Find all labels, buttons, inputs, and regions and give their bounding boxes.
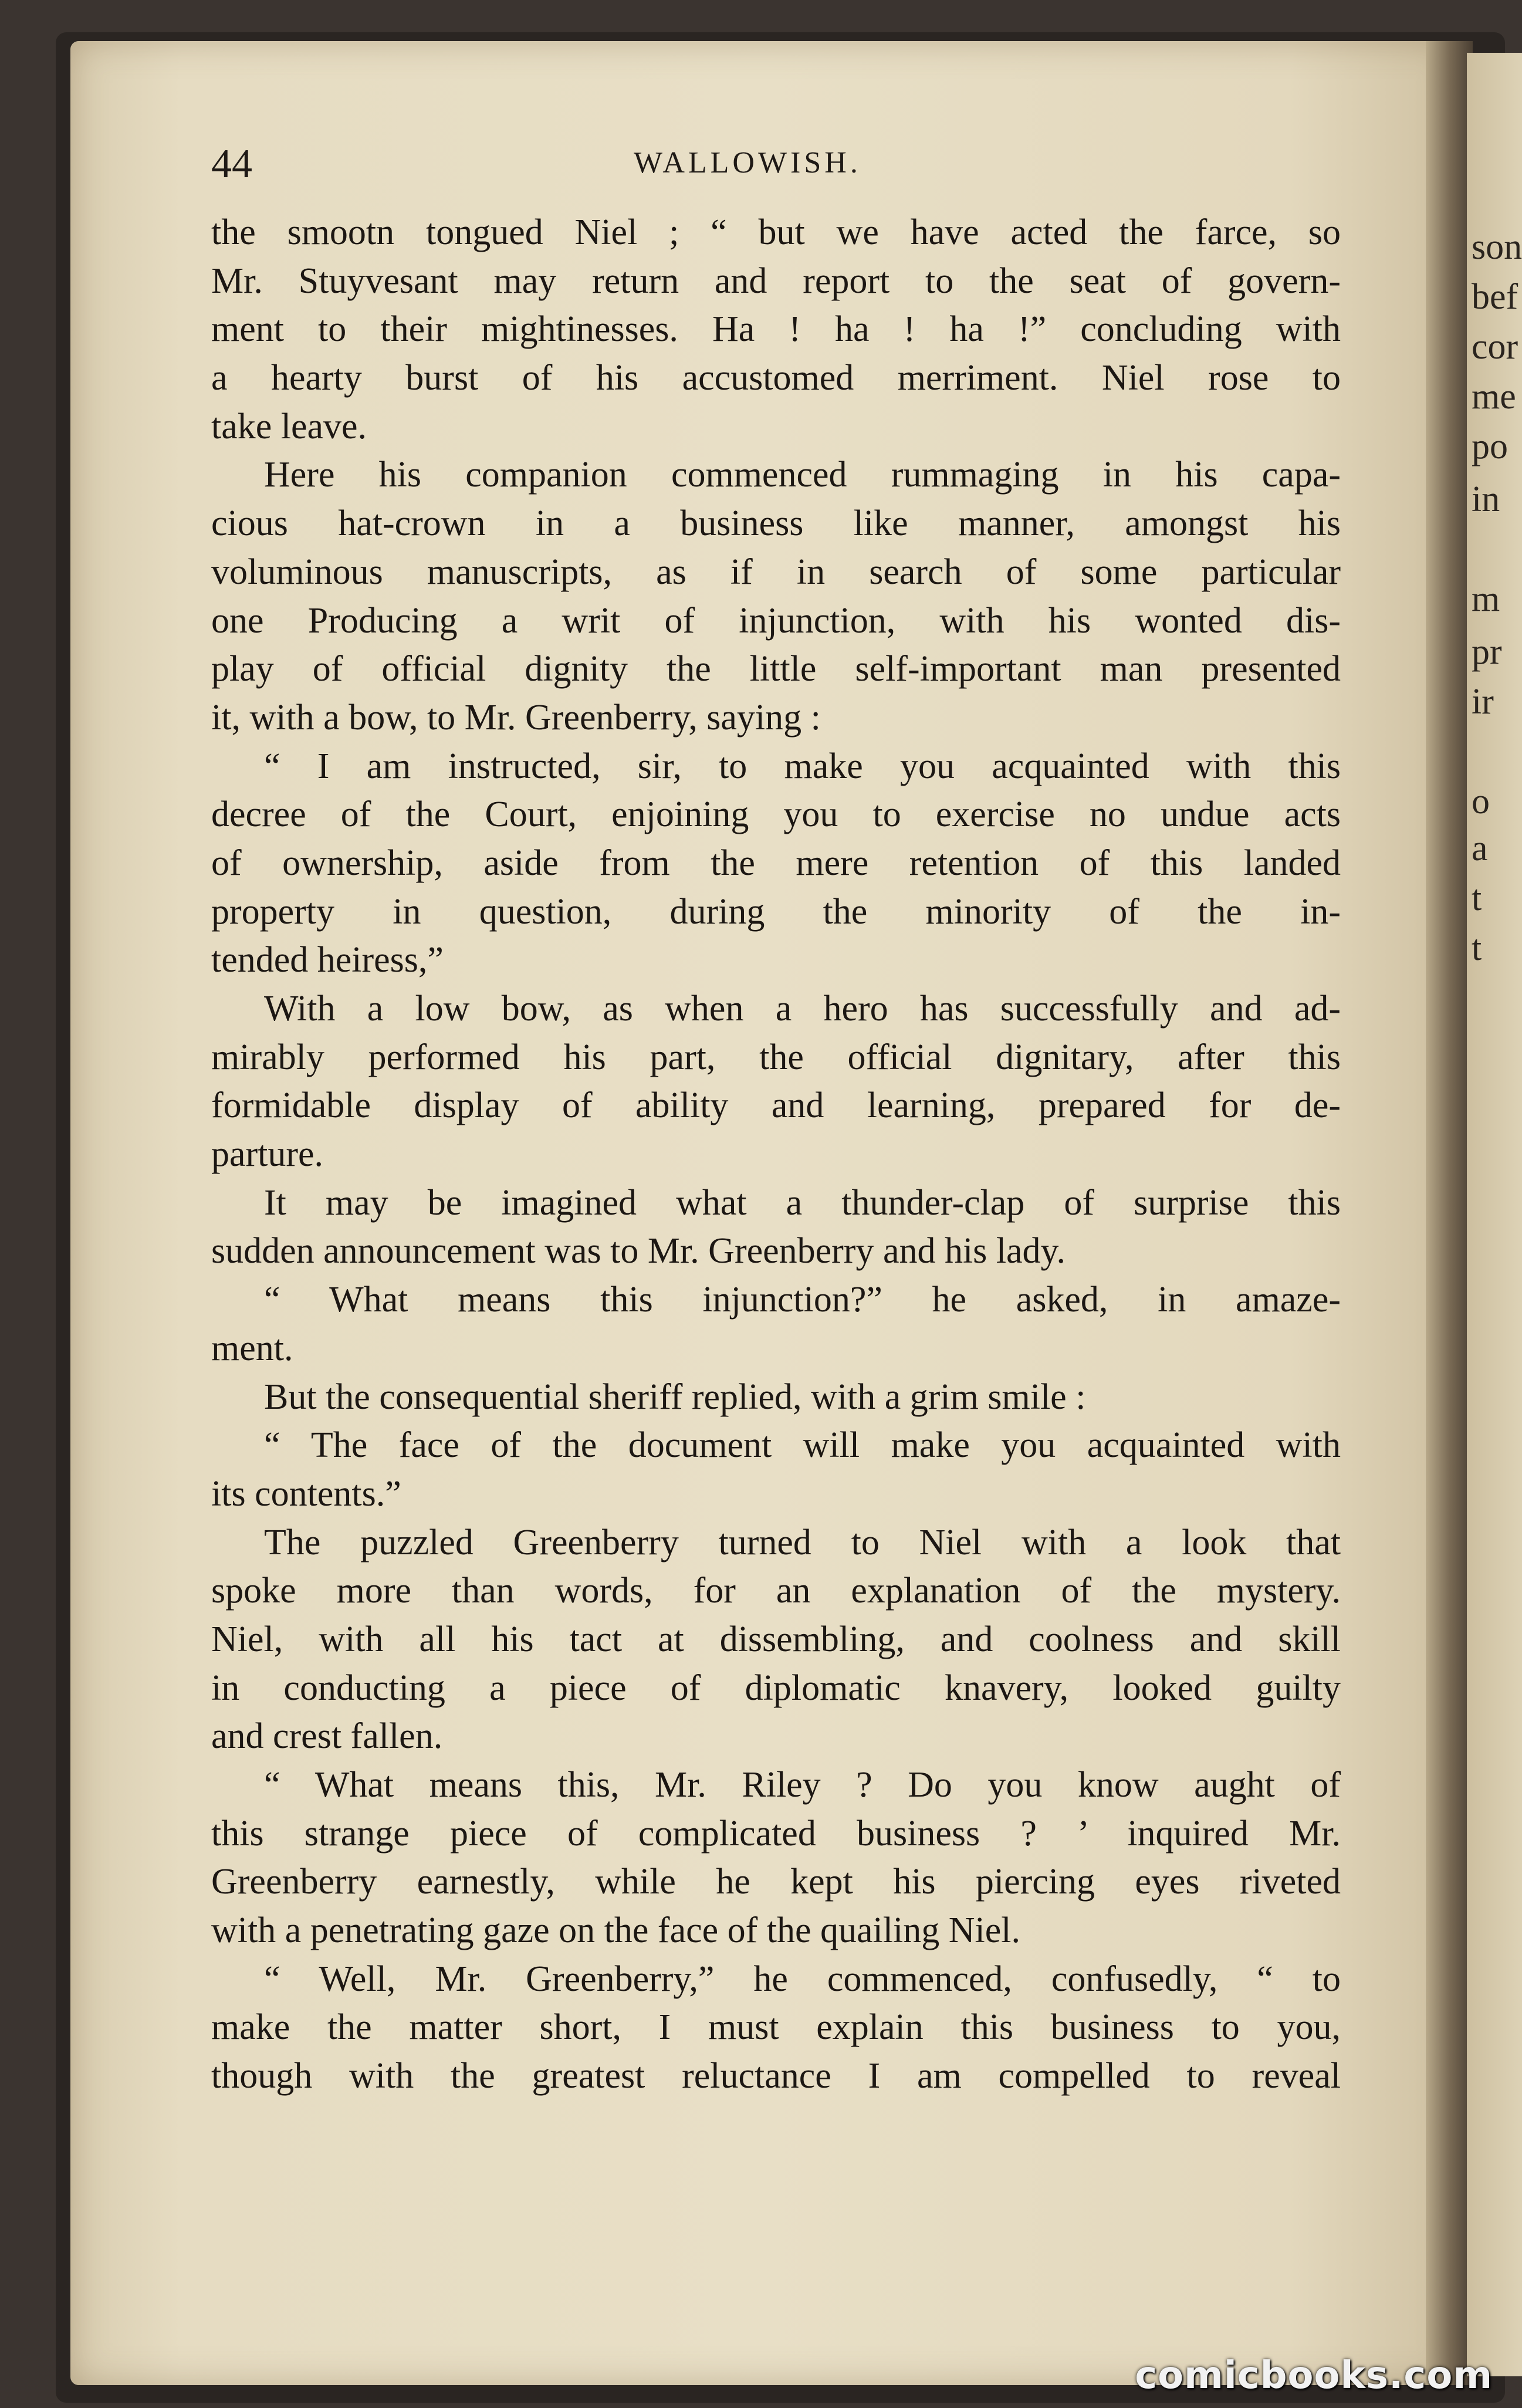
text-line: formidable display of ability and learning, prepared for de- xyxy=(211,1085,1341,1126)
facing-page-fragment: me xyxy=(1472,377,1516,417)
facing-page-fragment: pr xyxy=(1472,632,1502,672)
text-line: Mr. Stuyvesant may return and report to the seat of govern- xyxy=(211,261,1341,301)
text-line: The puzzled Greenberry turned to Niel with a look that xyxy=(264,1522,1341,1563)
text-line: sudden announcement was to Mr. Greenberry and his lady. xyxy=(211,1231,1066,1271)
text-line: one Producing a writ of injunction, with his wonted dis- xyxy=(211,600,1341,641)
text-line: Here his companion commenced rummaging in his capa- xyxy=(264,455,1341,495)
text-line: voluminous manuscripts, as if in search of some particular xyxy=(211,552,1341,592)
text-line: decree of the Court, enjoining you to exercise no undue acts xyxy=(211,794,1341,835)
text-line: play of official dignity the little self-important man presented xyxy=(211,649,1341,689)
text-line: “ What means this injunction?” he asked, in amaze- xyxy=(264,1280,1341,1320)
body-text xyxy=(211,208,1341,2101)
text-line: of ownership, aside from the mere retention of this landed xyxy=(211,843,1341,883)
text-line: make the matter short, I must explain this business to you, xyxy=(211,2007,1341,2048)
text-line: and crest fallen. xyxy=(211,1716,443,1757)
facing-page-fragment: in xyxy=(1472,479,1500,519)
text-line: With a low bow, as when a hero has successfully and ad- xyxy=(264,989,1341,1029)
text-line: It may be imagined what a thunder-clap of surprise this xyxy=(264,1182,1341,1223)
text-line: the smootn tongued Niel ; “ but we have acted the farce, so xyxy=(211,212,1341,252)
text-line: “ Well, Mr. Greenberry,” he commenced, confusedly, “ to xyxy=(264,1959,1341,1999)
text-line: ment to their mightinesses. Ha ! ha ! ha !” concluding with xyxy=(211,309,1341,350)
text-line: its contents.” xyxy=(211,1473,401,1514)
facing-page-fragment: son xyxy=(1472,227,1522,267)
text-line: “ What means this, Mr. Riley ? Do you know aught of xyxy=(264,1765,1341,1805)
text-line: this strange piece of complicated business ? ’ inquired Mr. xyxy=(211,1813,1341,1854)
text-line: though with the greatest reluctance I am compelled to reveal xyxy=(211,2056,1341,2096)
facing-page-fragment: t xyxy=(1472,878,1482,918)
text-line: parture. xyxy=(211,1134,324,1175)
page-header xyxy=(211,141,1338,194)
text-line: ment. xyxy=(211,1328,293,1368)
text-line: tended heiress,” xyxy=(211,940,444,980)
facing-page-fragment: bef xyxy=(1472,277,1518,317)
text-line: cious hat-crown in a business like manner, amongst his xyxy=(211,503,1341,544)
text-line: in conducting a piece of diplomatic knavery, looked guilty xyxy=(211,1668,1341,1708)
text-line: spoke more than words, for an explanation of the mystery. xyxy=(211,1571,1341,1611)
book-spine xyxy=(1426,41,1473,2385)
text-line: “ The face of the document will make you acquainted with xyxy=(264,1425,1341,1466)
text-line: property in question, during the minority of the in- xyxy=(211,891,1341,932)
facing-page-fragment: cor xyxy=(1472,327,1518,367)
text-line: a hearty burst of his accustomed merriment. Niel rose to xyxy=(211,358,1341,398)
text-line: take leave. xyxy=(211,406,367,447)
text-line: with a penetrating gaze on the face of the quailing Niel. xyxy=(211,1910,1020,1951)
facing-page-fragment: po xyxy=(1472,427,1508,466)
facing-page-fragment: o xyxy=(1472,782,1490,821)
text-line: it, with a bow, to Mr. Greenberry, saying : xyxy=(211,697,821,738)
facing-page-fragment: t xyxy=(1472,928,1482,968)
facing-page-fragment: ir xyxy=(1472,682,1494,722)
facing-page-fragment: m xyxy=(1472,579,1500,619)
text-line: But the consequential sheriff replied, with a grim smile : xyxy=(264,1377,1086,1417)
facing-page-fragment: a xyxy=(1472,828,1488,868)
page-number: 44 xyxy=(211,141,252,187)
text-line: Greenberry earnestly, while he kept his piercing eyes riveted xyxy=(211,1862,1341,1902)
text-line: “ I am instructed, sir, to make you acquainted with this xyxy=(264,746,1341,786)
text-line: mirably performed his part, the official dignitary, after this xyxy=(211,1037,1341,1077)
text-line: Niel, with all his tact at dissembling, and coolness and skill xyxy=(211,1619,1341,1659)
facing-page-edge xyxy=(1467,53,1522,2376)
running-head: WALLOWISH. xyxy=(634,146,861,180)
watermark-text: comicbooks.com xyxy=(1135,2354,1493,2397)
